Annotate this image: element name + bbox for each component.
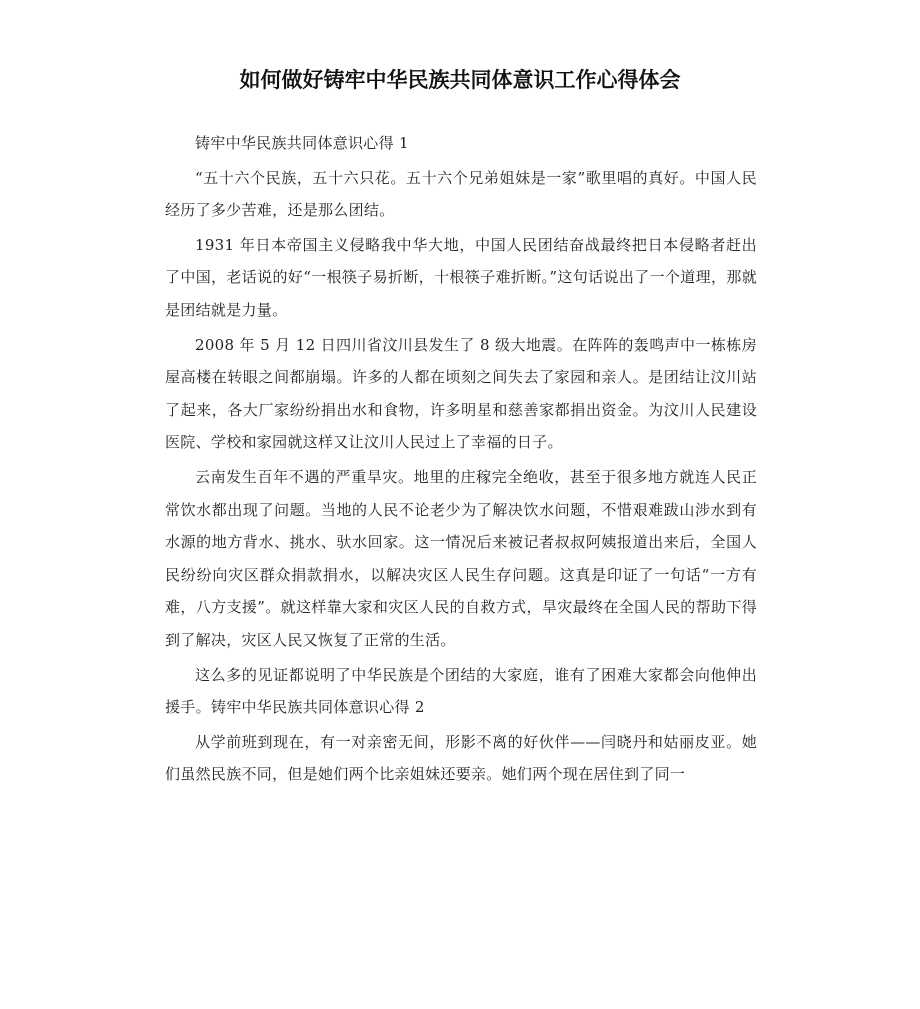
paragraph: 2008 年 5 月 12 日四川省汶川县发生了 8 级大地震。在阵阵的轰鸣声中一栋栋房屋高楼在转眼之间都崩塌。许多的人都在顷刻之间失去了家园和亲人。是团结让汶川站了起来，各大厂家纷纷捐出水和食物，许多明星和慈善家都捐出资金。为汶川人民建设医院、学校和家园就这样又让汶川人民过上了幸福的日子。 [165, 335, 757, 452]
paragraph: 从学前班到现在，有一对亲密无间，形影不离的好伙伴——闫晓丹和姑丽皮亚。她们虽然民族不同，但是她们两个比亲姐妹还要亲。她们两个现在居住到了同一 [165, 732, 757, 784]
paragraph: 1931 年日本帝国主义侵略我中华大地，中国人民团结奋战最终把日本侵略者赶出了中国，老话说的好“一根筷子易折断，十根筷子难折断。”这句话说出了一个道理，那就是团结就是力量。 [165, 235, 757, 319]
paragraph: 这么多的见证都说明了中华民族是个团结的大家庭，谁有了困难大家都会向他伸出援手。铸牢中华民族共同体意识心得 2 [165, 665, 757, 717]
paragraph: 云南发生百年不遇的严重旱灾。地里的庄稼完全绝收，甚至于很多地方就连人民正常饮水都出现了问题。当地的人民不论老少为了解决饮水问题，不惜艰难跋山涉水到有水源的地方背水、挑水、驮水回家。这一情况后来被记者叔叔阿姨报道出来后，全国人民纷纷向灾区群众捐款捐水，以解决灾区人民生存问题。这真是印证了一句话“一方有难，八方支援”。就这样靠大家和灾区人民的自救方式，旱灾最终在全国人民的帮助下得到了解决，灾区人民又恢复了正常的生活。 [165, 467, 757, 649]
document-body [165, 127, 757, 793]
paragraph: “五十六个民族，五十六只花。五十六个兄弟姐妹是一家”歌里唱的真好。中国人民经历了多少苦难，还是那么团结。 [165, 168, 757, 220]
paragraph-heading-1: 铸牢中华民族共同体意识心得 1 [195, 134, 409, 152]
document-title: 如何做好铸牢中华民族共同体意识工作心得体会 [239, 68, 681, 92]
